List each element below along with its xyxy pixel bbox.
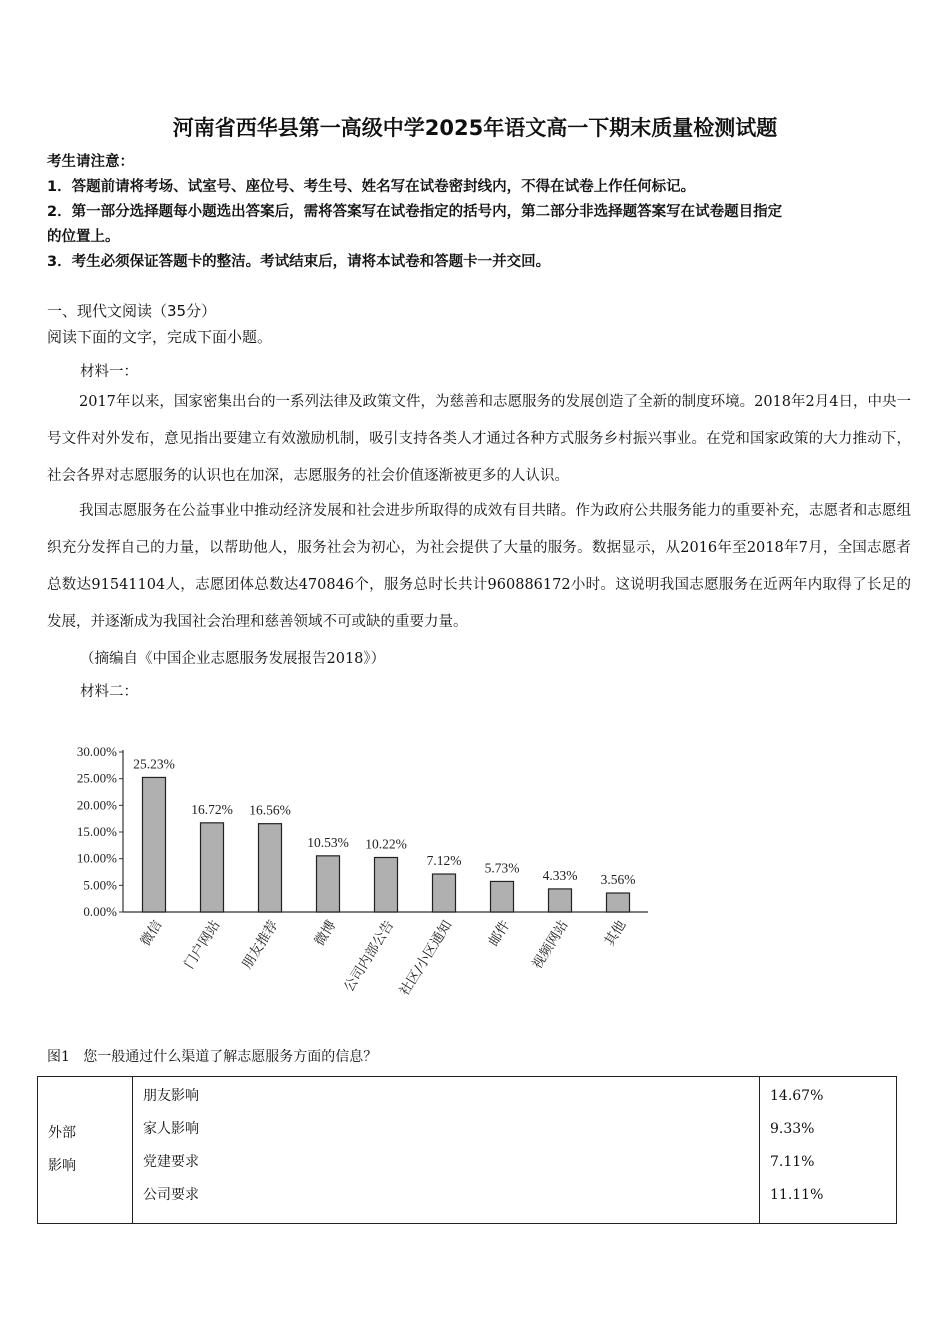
x-category-label: 微博	[311, 917, 340, 950]
bar	[259, 824, 282, 912]
bar-value-label: 25.23%	[133, 756, 175, 772]
bar	[607, 893, 630, 912]
paragraph-1: 2017年以来，国家密集出台的一系列法律及政策文件，为慈善和志愿服务的发展创造了全新的制度环境。2018年2月4日，中央一号文件对外发布，意见指出要建立有效激励机制，吸引支持各类人才通过各种方式服务乡村振兴事业。在党和国家政策的大力推动下，社会各界对志愿服务的认识也在加深，志愿服务的社会价值逐渐被更多的人认识。	[47, 394, 911, 484]
bar	[433, 874, 456, 912]
table-row-value: 14.67%	[770, 1088, 824, 1104]
table-row-item: 公司要求	[143, 1187, 199, 1203]
x-category-label: 门户网站	[181, 917, 224, 972]
bar	[491, 881, 514, 912]
table-row-item: 朋友影响	[143, 1088, 199, 1104]
item-column	[133, 1077, 760, 1224]
bar	[201, 823, 224, 912]
x-category-label: 微信	[137, 917, 166, 950]
x-category-label: 社区/小区通知	[396, 917, 456, 999]
bar-value-label: 5.73%	[484, 860, 520, 876]
y-tick-label: 30.00%	[76, 744, 117, 759]
x-category-label: 邮件	[485, 917, 514, 950]
table-row-value: 11.11%	[770, 1187, 824, 1203]
bar-value-label: 7.12%	[426, 853, 462, 869]
table-row-value: 7.11%	[770, 1154, 815, 1170]
material2-label: 材料二：	[80, 684, 138, 700]
paragraph-2: 我国志愿服务在公益事业中推动经济发展和社会进步所取得的成效有目共睹。作为政府公共服务能力的重要补充，志愿者和志愿组织充分发挥自己的力量，以帮助他人，服务社会为初心，为社会提供了大量的服务。数据显示，从2016年至2018年7月，全国志愿者总数达91541104人，志愿团体总数达470846个，服务总时长共计960886172小时。这说明我国志愿服务在近两年内取得了长足的发展，并逐渐成为我国社会治理和慈善领域不可或缺的重要力量。	[47, 503, 911, 630]
bar	[143, 777, 166, 912]
x-category-label: 朋友推荐	[239, 917, 282, 972]
section-intro: 阅读下面的文字，完成下面小题。	[47, 328, 273, 346]
bar-value-label: 3.56%	[600, 872, 636, 888]
table-row-item: 家人影响	[143, 1121, 199, 1137]
bar-value-label: 16.72%	[191, 801, 233, 817]
y-tick-label: 20.00%	[76, 797, 117, 813]
section-heading: 一、现代文阅读（35分）	[47, 302, 217, 320]
notice-item-3: 3．考生必须保证答题卡的整洁。考试结束后，请将本试卷和答题卡一并交回。	[47, 254, 551, 270]
x-category-label: 视频网站	[529, 917, 572, 972]
bar-value-label: 4.33%	[542, 867, 578, 883]
figure-caption: 图1 您一般通过什么渠道了解志愿服务方面的信息？	[47, 1049, 378, 1065]
source-note: （摘编自《中国企业志愿服务发展报告2018》）	[80, 651, 386, 667]
bar-value-label: 10.53%	[307, 834, 349, 850]
bar-value-label: 10.22%	[365, 836, 407, 852]
group-label-line2: 影响	[48, 1158, 76, 1174]
y-tick-label: 15.00%	[76, 824, 117, 839]
table-row-item: 党建要求	[143, 1154, 199, 1170]
survey-table	[37, 1076, 897, 1224]
bar	[317, 856, 340, 912]
group-label-line1: 外部	[48, 1125, 76, 1141]
value-column	[760, 1077, 897, 1224]
bar	[549, 889, 572, 912]
bar	[375, 857, 398, 912]
x-category-label: 公司内部公告	[340, 917, 398, 995]
bar-value-label: 16.56%	[249, 802, 291, 818]
y-tick-label: 10.00%	[76, 850, 117, 866]
page-title: 河南省西华县第一高级中学2025年语文高一下期末质量检测试题	[172, 116, 778, 140]
notice-item-2: 2．第一部分选择题每小题选出答案后，需将答案写在试卷指定的括号内，第二部分非选择题答案写在试卷题目指定	[47, 204, 783, 220]
bar-chart	[62, 735, 662, 1035]
notice-item-2-cont: 的位置上。	[47, 229, 120, 245]
y-tick-label: 0.00%	[83, 904, 117, 919]
table-row-value: 9.33%	[770, 1121, 815, 1137]
notice-item-1: 1．答题前请将考场、试室号、座位号、考生号、姓名写在试卷密封线内，不得在试卷上作任何标记。	[47, 179, 696, 195]
notice-heading: 考生请注意：	[47, 154, 134, 170]
y-tick-label: 25.00%	[76, 770, 117, 786]
group-label-cell	[38, 1077, 133, 1224]
material1-label: 材料一：	[80, 364, 138, 380]
x-category-label: 其他	[601, 917, 630, 950]
y-tick-label: 5.00%	[83, 877, 117, 893]
